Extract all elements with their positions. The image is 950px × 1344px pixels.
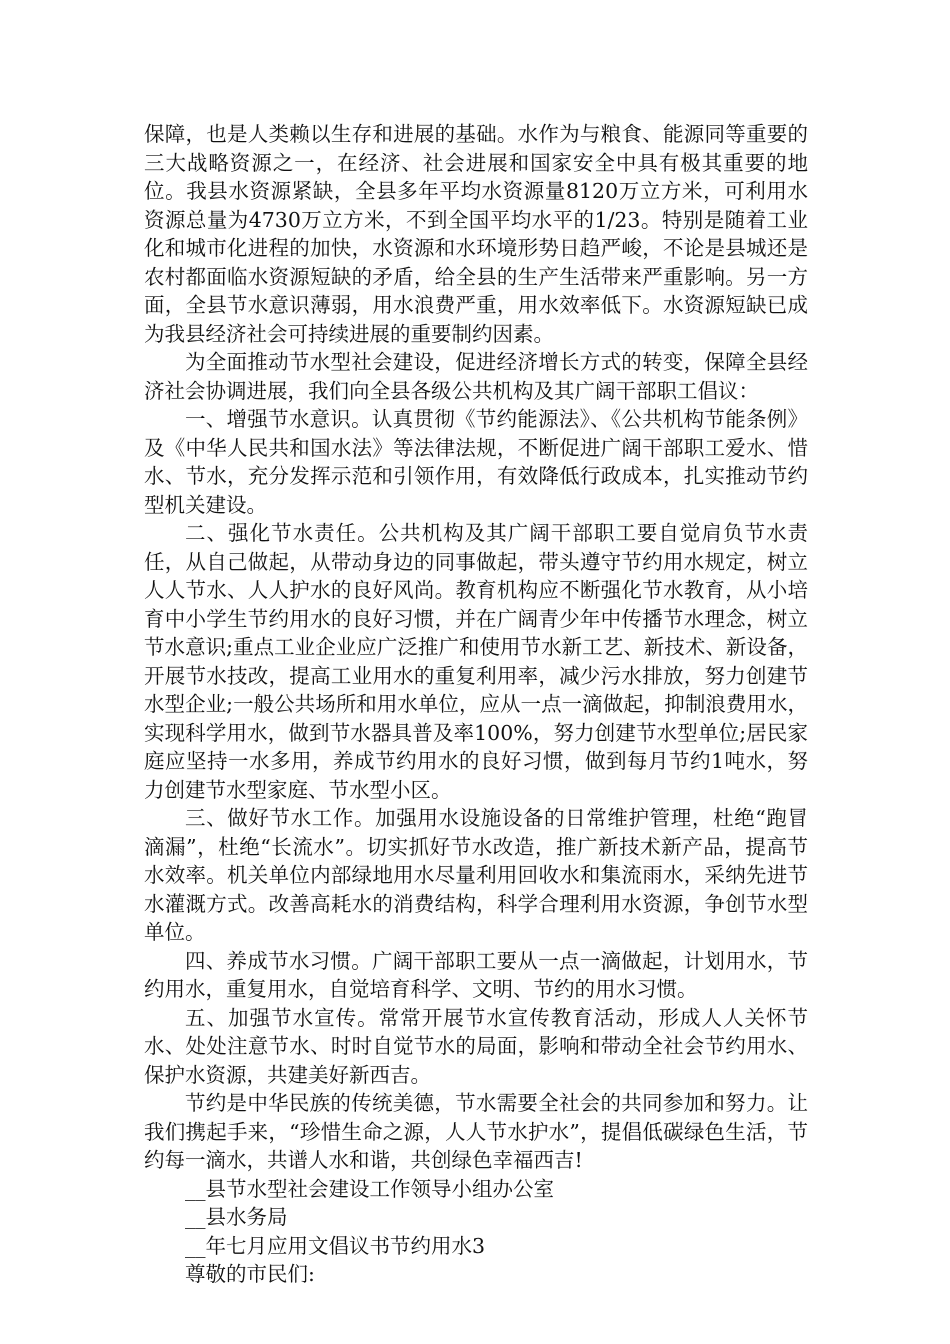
paragraph-point-4: 四、养成节水习惯。广阔干部职工要从一点一滴做起，计划用水，节约用水，重复用水，自觉培育科学、文明、节约的用水习惯。 [144,948,808,1001]
paragraph-closing: 节约是中华民族的传统美德，节水需要全社会的共同参加和努力。让我们携起手来，“珍惜生命之源，人人节水护水”，提倡低碳绿色生活，节约每一滴水，共谱人水和谐，共创绿色幸福西吉! [144,1091,808,1172]
paragraph-point-3: 三、做好节水工作。加强用水设施设备的日常维护管理，杜绝“跑冒滴漏”，杜绝“长流水”。切实抓好节水改造，推广新技术新产品，提高节水效率。机关单位内部绿地用水尽量利用回收水和集流雨水，采纳先进节水灌溉方式。改善高耗水的消费结构，科学合理利用水资源，争创节水型单位。 [144,806,808,944]
paragraph-point-2: 二、强化节水责任。公共机构及其广阔干部职工要自觉肩负节水责任，从自己做起，从带动身边的同事做起，带头遵守节约用水规定，树立人人节水、人人护水的良好风尚。教育机构应不断强化节水教育，从小培育中小学生节约用水的良好习惯，并在广阔青少年中传播节水理念，树立节水意识;重点工业企业应广泛推广和使用节水新工艺、新技术、新设备，开展节水技改，提高工业用水的重复利用率，减少污水排放，努力创建节水型企业;一般公共场所和用水单位，应从一点一滴做起，抑制浪费用水，实现科学用水，做到节水器具普及率100%，努力创建节水型单位;居民家庭应坚持一水多用，养成节约用水的良好习惯，做到每月节约1吨水，努力创建节水型家庭、节水型小区。 [144,521,808,802]
signature-water-bureau: __县水务局 [185,1205,288,1229]
paragraph-point-1: 一、增强节水意识。认真贯彻《节约能源法》、《公共机构节能条例》及《中华人民共和国水法》等法律法规，不断促进广阔干部职工爱水、惜水、节水，充分发挥示范和引领作用，有效降低行政成本，扎实推动节约型机关建设。 [144,407,808,517]
paragraph-proposal-intro: 为全面推动节水型社会建设，促进经济增长方式的转变，保障全县经济社会协调进展，我们向全县各级公共机构及其广阔干部职工倡议： [144,350,808,403]
paragraph-intro-continued: 保障，也是人类赖以生存和进展的基础。水作为与粮食、能源同等重要的三大战略资源之一，在经济、社会进展和国家安全中具有极其重要的地位。我县水资源紧缺，全县多年平均水资源量8120万立方米，可利用水资源总量为4730万立方米，不到全国平均水平的1/23。特别是随着工业化和城市化进程的加快，水资源和水环境形势日趋严峻，不论是县城还是农村都面临水资源短缺的矛盾，给全县的生产生活带来严重影响。另一方面，全县节水意识薄弱，用水浪费严重，用水效率低下。水资源短缺已成为我县经济社会可持续进展的重要制约因素。 [144,122,808,346]
signature-office: __县节水型社会建设工作领导小组办公室 [185,1176,554,1201]
signature-date-heading: __年七月应用文倡议书节约用水3 [185,1233,486,1258]
salutation: 尊敬的市民们: [185,1262,315,1286]
document-body [144,120,808,1289]
paragraph-point-5: 五、加强节水宣传。常常开展节水宣传教育活动，形成人人关怀节水、处处注意节水、时时自觉节水的局面，影响和带动全社会节约用水、保护水资源，共建美好新西吉。 [144,1005,808,1087]
